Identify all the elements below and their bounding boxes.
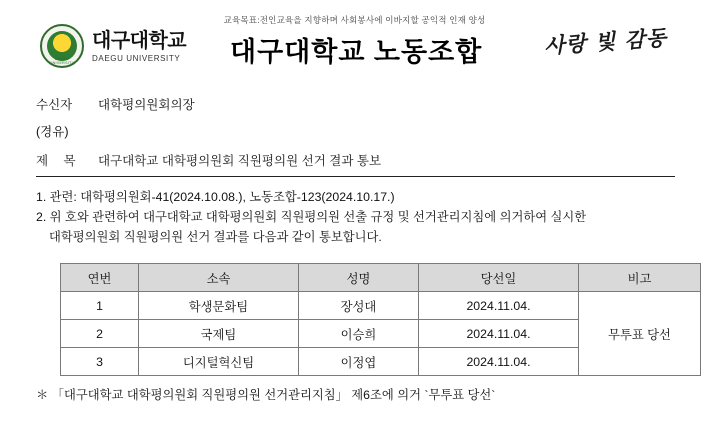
subject-label: 제 목 <box>36 154 82 168</box>
cell-elected-date: 2024.11.04. <box>419 292 579 320</box>
column-header-department: 소속 <box>139 264 299 292</box>
cell-elected-date: 2024.11.04. <box>419 320 579 348</box>
cell-no: 3 <box>61 348 139 376</box>
page-title: 대구대학교 노동조합 <box>230 37 483 67</box>
recipient-row <box>36 92 675 119</box>
recipient-value: 대학평의원회의장 <box>98 98 195 112</box>
subject-value: 대구대학교 대학평의원회 직원평의원 선거 결과 통보 <box>98 154 382 168</box>
cell-name: 이승희 <box>299 320 419 348</box>
cell-remarks: 무투표 당선 <box>579 292 701 376</box>
column-header-elected-date: 당선일 <box>419 264 579 292</box>
cell-no: 2 <box>61 320 139 348</box>
column-header-name: 성명 <box>299 264 419 292</box>
university-name-block <box>92 30 186 63</box>
page-header-motto: 교육목표:전인교육을 지향하며 사회봉사에 이바지할 공익적 인재 양성 <box>223 15 486 25</box>
cell-no: 1 <box>61 292 139 320</box>
cell-department: 국제팀 <box>139 320 299 348</box>
cell-name: 이정엽 <box>299 348 419 376</box>
cell-elected-date: 2024.11.04. <box>419 348 579 376</box>
calligraphy-slogan: 사랑 빛 감동 <box>543 25 668 59</box>
university-logo <box>40 24 186 68</box>
cell-department: 디지털혁신팀 <box>139 348 299 376</box>
subject-row <box>34 150 675 172</box>
table-row <box>61 292 701 320</box>
column-header-no: 연번 <box>61 264 139 292</box>
document-body <box>34 187 675 247</box>
document-page <box>0 14 709 422</box>
body-line-2: 2. 위 호와 관련하여 대구대학교 대학평의원회 직원평의원 선출 규정 및 선거관리지침에 의거하여 실시한 <box>36 210 587 224</box>
body-line-1: 1. 관련: 대학평의원회-41(2024.10.08.), 노동조합-123(2024.10.17.) <box>36 190 395 204</box>
recipient-label: 수신자 <box>36 98 73 112</box>
body-line-3: 대학평의원회 직원평의원 선거 결과를 다음과 같이 통보합니다. <box>49 230 382 244</box>
university-name-en: DAEGU UNIVERSITY <box>92 53 181 63</box>
election-result-table <box>60 263 701 376</box>
cell-department: 학생문화팀 <box>139 292 299 320</box>
emblem-ring-label: DAEGU UNIVERSITY <box>49 57 75 65</box>
university-name-ko: 대구대학교 <box>92 29 187 52</box>
column-header-remarks: 비고 <box>579 264 701 292</box>
table-header-row <box>61 264 701 292</box>
university-emblem-icon <box>40 24 84 68</box>
document-header <box>34 14 675 76</box>
cell-name: 장성대 <box>299 292 419 320</box>
divider <box>36 176 675 177</box>
via-row: (경유) <box>36 125 69 139</box>
footnote: ＊ 「대구대학교 대학평의원회 직원평의원 선거관리지침」 제6조에 의거 `무투표 당선` <box>36 388 496 402</box>
document-meta <box>34 92 675 146</box>
